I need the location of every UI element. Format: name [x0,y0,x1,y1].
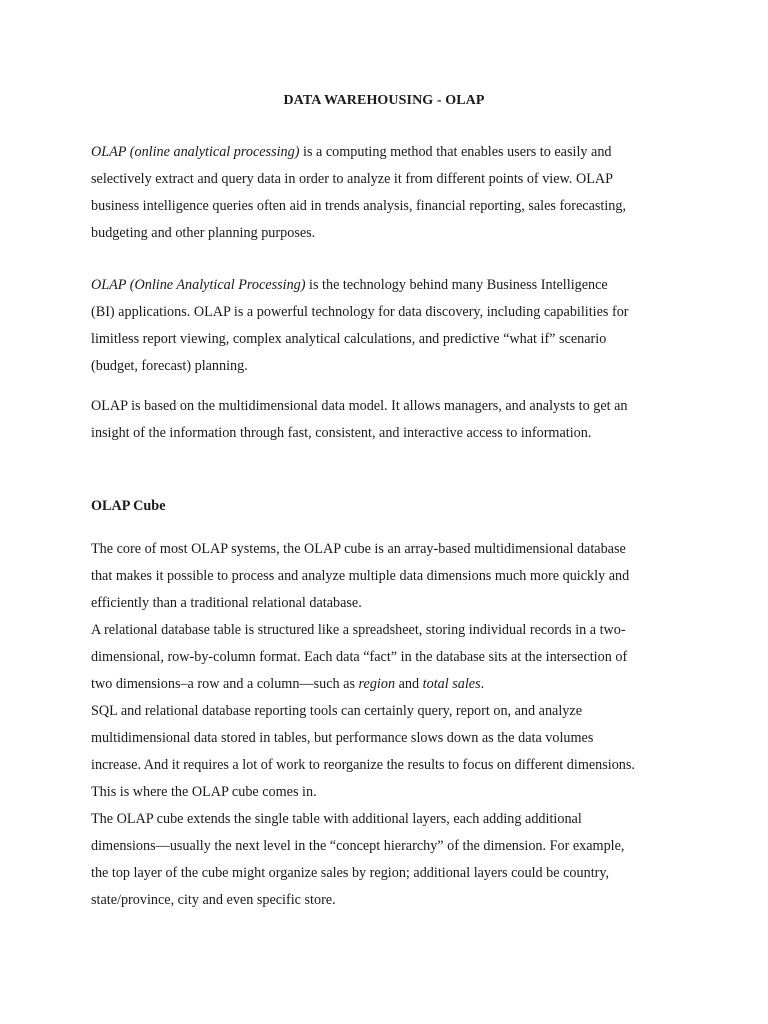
text-line: SQL and relational database reporting tools can certainly query, report on, and analyze [91,703,582,719]
olap-term-italic: OLAP (online analytical processing) [91,144,300,160]
text-line: efficiently than a traditional relational database. [91,595,362,611]
text-line [91,272,691,299]
olap-term-italic: OLAP (Online Analytical Processing) [91,277,306,293]
text-line: state/province, city and even specific store. [91,892,336,908]
text-line: limitless report viewing, complex analytical calculations, and predictive “what if” scenario [91,331,607,347]
text-line: insight of the information through fast, consistent, and interactive access to information. [91,425,592,441]
text-line: that makes it possible to process and analyze multiple data dimensions much more quickly and [91,568,630,584]
text-span: is the technology behind many Business Intelligence [305,277,608,293]
text-line: The OLAP cube extends the single table with additional layers, each adding additional [91,811,582,827]
text-line: selectively extract and query data in order to analyze it from different points of view. OLAP [91,171,613,187]
term-region-italic: region [358,676,396,692]
text-line: increase. And it requires a lot of work to reorganize the results to focus on different dimensions. [91,757,635,773]
text-line: the top layer of the cube might organize sales by region; additional layers could be country, [91,865,610,881]
text-line: multidimensional data stored in tables, but performance slows down as the data volumes [91,730,594,746]
text-line: This is where the OLAP cube comes in. [91,784,317,800]
paragraph-olap-definition [91,139,691,247]
text-line: A relational database table is structured like a spreadsheet, storing individual records in a two- [91,622,626,638]
section-heading-olap-cube: OLAP Cube [91,498,166,514]
text-line: dimensional, row-by-column format. Each data “fact” in the database sits at the intersection of [91,649,628,665]
text-line [91,671,691,698]
document-title: DATA WAREHOUSING - OLAP [283,93,485,108]
term-total-sales-italic: total sales [422,676,481,692]
text-line: dimensions—usually the next level in the “concept hierarchy” of the dimension. For example, [91,838,625,854]
text-span: and [395,676,423,692]
paragraph-olap-cube [91,536,691,914]
text-span: is a computing method that enables users to easily and [299,144,612,160]
text-line: (budget, forecast) planning. [91,358,248,374]
text-line: business intelligence queries often aid in trends analysis, financial reporting, sales forecasting, [91,198,627,214]
paragraph-olap-technology [91,272,691,380]
text-line [91,139,691,166]
text-line: The core of most OLAP systems, the OLAP cube is an array-based multidimensional database [91,541,626,557]
text-line: (BI) applications. OLAP is a powerful technology for data discovery, including capabilities for [91,304,629,320]
text-span: two dimensions–a row and a column—such as [91,676,359,692]
paragraph-olap-model [91,393,691,447]
text-span: . [480,676,485,692]
text-line: OLAP is based on the multidimensional data model. It allows managers, and analysts to get an [91,398,628,414]
text-line: budgeting and other planning purposes. [91,225,316,241]
